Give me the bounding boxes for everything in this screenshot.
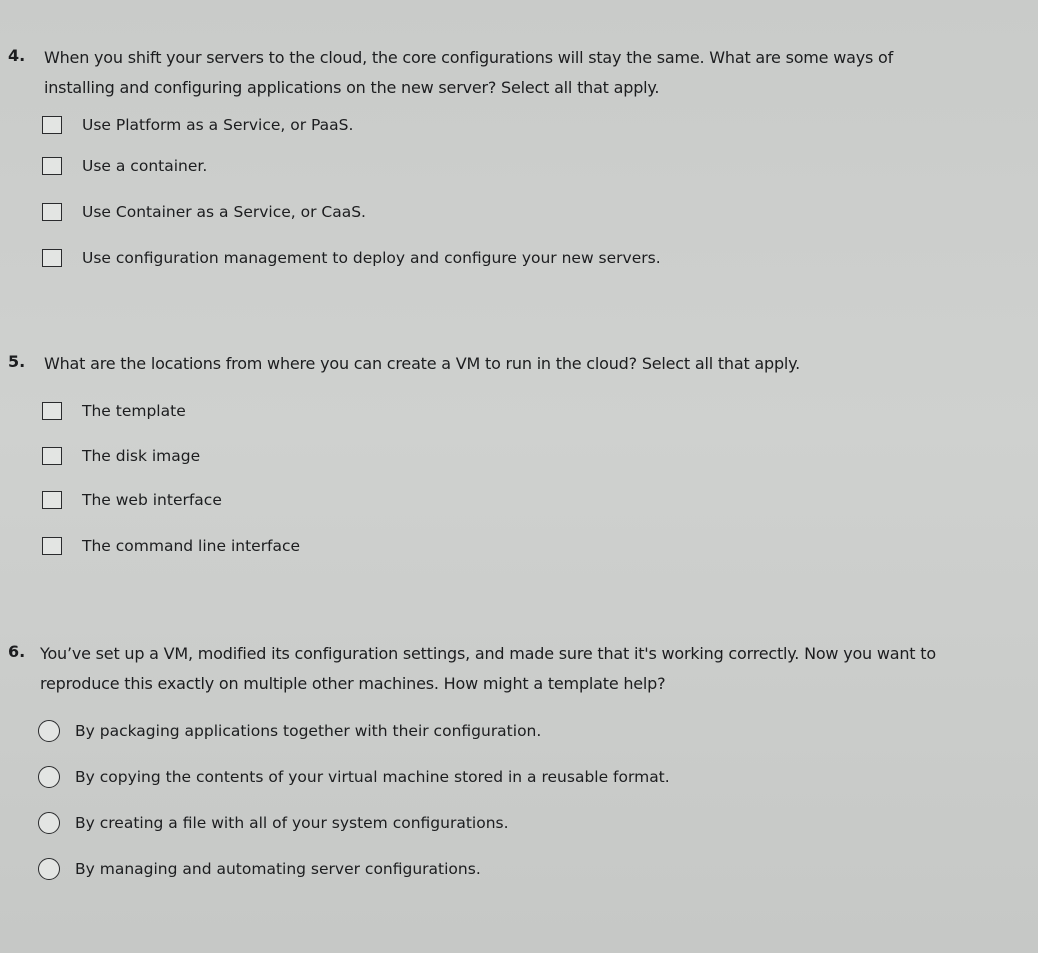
option-container[interactable] xyxy=(42,154,207,178)
question-text: When you shift your servers to the cloud, the core configurations will stay the same. What are some ways of installing and configuring applications on the new server? Select all that apply. xyxy=(44,48,894,97)
checkbox[interactable] xyxy=(42,491,62,509)
checkbox[interactable] xyxy=(42,116,62,134)
option-packaging-applications[interactable] xyxy=(38,719,541,743)
option-label: The web interface xyxy=(82,491,222,509)
option-web-interface[interactable] xyxy=(42,488,222,512)
option-label: Use configuration management to deploy and configure your new servers. xyxy=(82,249,661,267)
question-text: You’ve set up a VM, modified its configuration settings, and made sure that it's working correctly. Now you want to reproduce this exactly on multiple other machines. How might a template help? xyxy=(40,644,936,693)
checkbox[interactable] xyxy=(42,537,62,555)
option-label: The template xyxy=(82,402,186,420)
checkbox[interactable] xyxy=(42,249,62,267)
option-config-management[interactable] xyxy=(42,246,661,270)
option-label: The disk image xyxy=(82,447,201,465)
option-label: Use Platform as a Service, or PaaS. xyxy=(82,116,354,134)
question-text: What are the locations from where you can create a VM to run in the cloud? Select all that apply. xyxy=(44,354,801,373)
radio-button[interactable] xyxy=(38,812,60,834)
option-caas[interactable] xyxy=(42,200,366,224)
question-number: 5. xyxy=(8,352,26,371)
option-label: By managing and automating server configurations. xyxy=(75,860,481,878)
option-disk-image[interactable] xyxy=(42,444,200,468)
option-label: By packaging applications together with their configuration. xyxy=(75,722,542,740)
option-label: Use Container as a Service, or CaaS. xyxy=(82,203,366,221)
option-copying-vm-contents[interactable] xyxy=(38,765,670,789)
option-command-line-interface[interactable] xyxy=(42,534,300,558)
radio-button[interactable] xyxy=(38,858,60,880)
option-label: By creating a file with all of your system configurations. xyxy=(75,814,509,832)
option-creating-config-file[interactable] xyxy=(38,811,509,835)
radio-button[interactable] xyxy=(38,766,60,788)
checkbox[interactable] xyxy=(42,402,62,420)
option-label: Use a container. xyxy=(82,157,208,175)
option-label: By copying the contents of your virtual machine stored in a reusable format. xyxy=(75,768,670,786)
checkbox[interactable] xyxy=(42,203,62,221)
option-template[interactable] xyxy=(42,399,186,423)
checkbox[interactable] xyxy=(42,447,62,465)
option-managing-automating[interactable] xyxy=(38,857,481,881)
option-label: The command line interface xyxy=(82,537,301,555)
checkbox[interactable] xyxy=(42,157,62,175)
question-number: 6. xyxy=(8,642,26,661)
question-number: 4. xyxy=(8,46,26,65)
radio-button[interactable] xyxy=(38,720,60,742)
option-paas[interactable] xyxy=(42,113,353,137)
